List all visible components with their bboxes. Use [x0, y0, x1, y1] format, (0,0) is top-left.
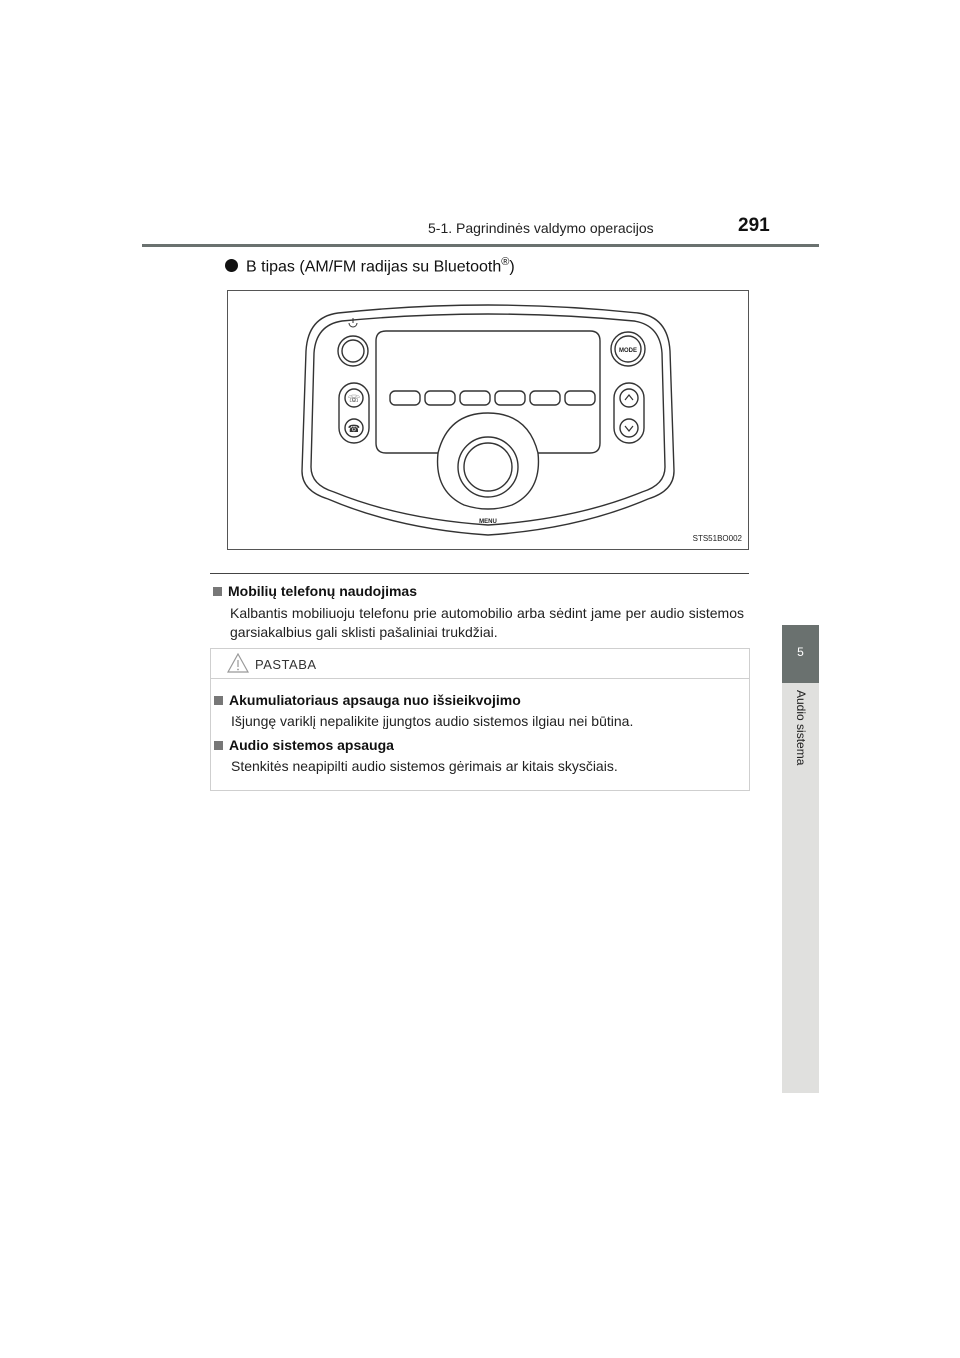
section-body: Kalbantis mobiliuoju telefonu prie automobilio arba sėdint jame per audio sistemos garsiakalbius gali sklisti pašaliniai trukdžiai. [230, 605, 744, 640]
registered-mark: ® [501, 256, 510, 268]
notice-item-title [214, 692, 521, 708]
figure-heading [225, 256, 515, 276]
notice-item-title-text: Audio sistemos apsauga [229, 737, 394, 753]
bullet-icon [225, 259, 238, 272]
running-header-section: 5-1. Pagrindinės valdymo operacijos [428, 220, 654, 236]
section-title [213, 583, 417, 599]
chapter-label: Audio sistema [794, 690, 808, 766]
square-bullet-icon [213, 587, 222, 596]
square-bullet-icon [214, 741, 223, 750]
figure-heading-text: B tipas (AM/FM radijas su Bluetooth [246, 258, 502, 276]
chapter-number: 5 [797, 645, 804, 659]
notice-item-title-text: Akumuliatoriaus apsauga nuo išsieikvojimo [229, 692, 521, 708]
notice-box [210, 648, 750, 791]
notice-header [211, 649, 749, 679]
square-bullet-icon [214, 696, 223, 705]
header-divider [142, 244, 819, 247]
menu-label: MENU [479, 519, 497, 525]
section-title-text: Mobilių telefonų naudojimas [228, 583, 417, 599]
figure-heading-close: ) [509, 258, 515, 276]
mode-label: MODE [619, 348, 637, 354]
audio-unit-illustration [228, 291, 748, 549]
audio-unit-figure [227, 290, 749, 550]
chapter-tab [782, 625, 819, 683]
notice-item-body: Išjungę variklį nepalikite įjungtos audio sistemos ilgiau nei būtina. [231, 713, 634, 729]
svg-text:☎: ☎ [347, 424, 361, 435]
warning-icon [227, 653, 249, 673]
notice-item-title [214, 737, 394, 753]
svg-text:☏: ☏ [347, 394, 361, 405]
section-divider [210, 573, 749, 574]
notice-title: PASTABA [255, 657, 317, 672]
page-number: 291 [738, 215, 770, 236]
notice-item-body: Stenkitės neapipilti audio sistemos gėrimais ar kitais skysčiais. [231, 758, 618, 774]
figure-code: STS51BO002 [692, 534, 742, 543]
